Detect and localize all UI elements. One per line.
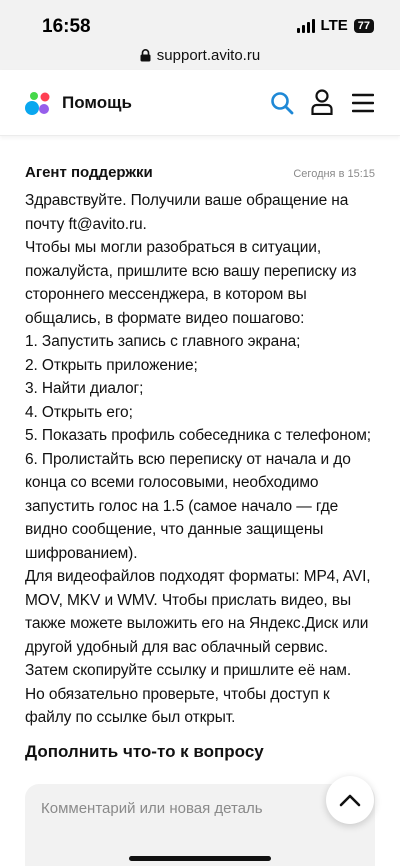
support-message: [0, 136, 400, 730]
reply-section-title: Дополнить что-то к вопросу: [25, 742, 264, 761]
message-line: общались, в формате видео пошагово:: [25, 309, 305, 327]
battery-icon: 77: [354, 19, 374, 33]
message-body: [25, 189, 375, 730]
status-bar: [0, 0, 400, 40]
message-line: запустить голос на 1.5 (самое начало — где: [25, 497, 339, 515]
status-time: 16:58: [42, 16, 91, 37]
message-line: Для видеофайлов подходят форматы: MP4, AVI,: [25, 568, 371, 585]
message-author: Агент поддержки: [25, 164, 153, 181]
comment-placeholder: Комментарий или новая деталь: [41, 800, 263, 817]
message-line: конца со всеми голосовыми, необходимо: [25, 474, 319, 491]
user-icon[interactable]: [311, 89, 333, 115]
message-line: шифрованием).: [25, 544, 138, 562]
signal-icon: [297, 19, 315, 33]
message-line: файлу по ссылке был открыт.: [25, 709, 236, 726]
message-line: Здравствуйте. Получили ваше обращение на: [25, 192, 349, 209]
avito-logo-icon[interactable]: [24, 88, 52, 116]
site-header: [0, 70, 400, 136]
message-line: видно сообщение, что данные защищены: [25, 521, 324, 538]
message-line: 3. Найти диалог;: [25, 380, 144, 397]
message-line: Чтобы мы могли разобраться в ситуации,: [25, 239, 322, 256]
network-type: LTE: [320, 17, 348, 34]
chevron-up-icon: [339, 793, 361, 807]
search-icon[interactable]: [270, 91, 294, 115]
status-indicators: [297, 17, 374, 34]
menu-icon[interactable]: [352, 93, 374, 113]
message-line: также можете выложить его на Яндекс.Диск или: [25, 615, 369, 632]
message-header: [25, 164, 375, 181]
scroll-up-button[interactable]: [326, 776, 374, 824]
comment-input[interactable]: [25, 784, 375, 866]
message-line: пожалуйста, пришлите всю вашу переписку из: [25, 262, 357, 280]
message-line: стороннего мессенджера, в котором вы: [25, 286, 307, 303]
message-line: Затем скопируйте ссылку и пришлите её нам.: [25, 662, 352, 679]
message-line: другой удобный для вас облачный сервис.: [25, 638, 329, 656]
message-line: MOV, MKV и WMV. Чтобы прислать видео, вы: [25, 591, 352, 609]
message-line: 2. Открыть приложение;: [25, 356, 198, 374]
message-line: Но обязательно проверьте, чтобы доступ к: [25, 685, 330, 703]
message-line: 1. Запустить запись с главного экрана;: [25, 333, 301, 350]
message-line: почту ft@avito.ru.: [25, 215, 147, 233]
message-line: 4. Открыть его;: [25, 403, 133, 421]
header-title[interactable]: Помощь: [62, 93, 132, 112]
home-indicator: [129, 856, 271, 861]
browser-url-bar[interactable]: [0, 40, 400, 70]
lock-icon: [140, 49, 151, 62]
message-line: 5. Показать профиль собеседника с телефоном;: [25, 427, 371, 444]
browser-url: support.avito.ru: [156, 46, 261, 64]
message-line: 6. Пролистайть всю переписку от начала и до: [25, 450, 351, 468]
message-timestamp: Сегодня в 15:15: [293, 168, 375, 180]
